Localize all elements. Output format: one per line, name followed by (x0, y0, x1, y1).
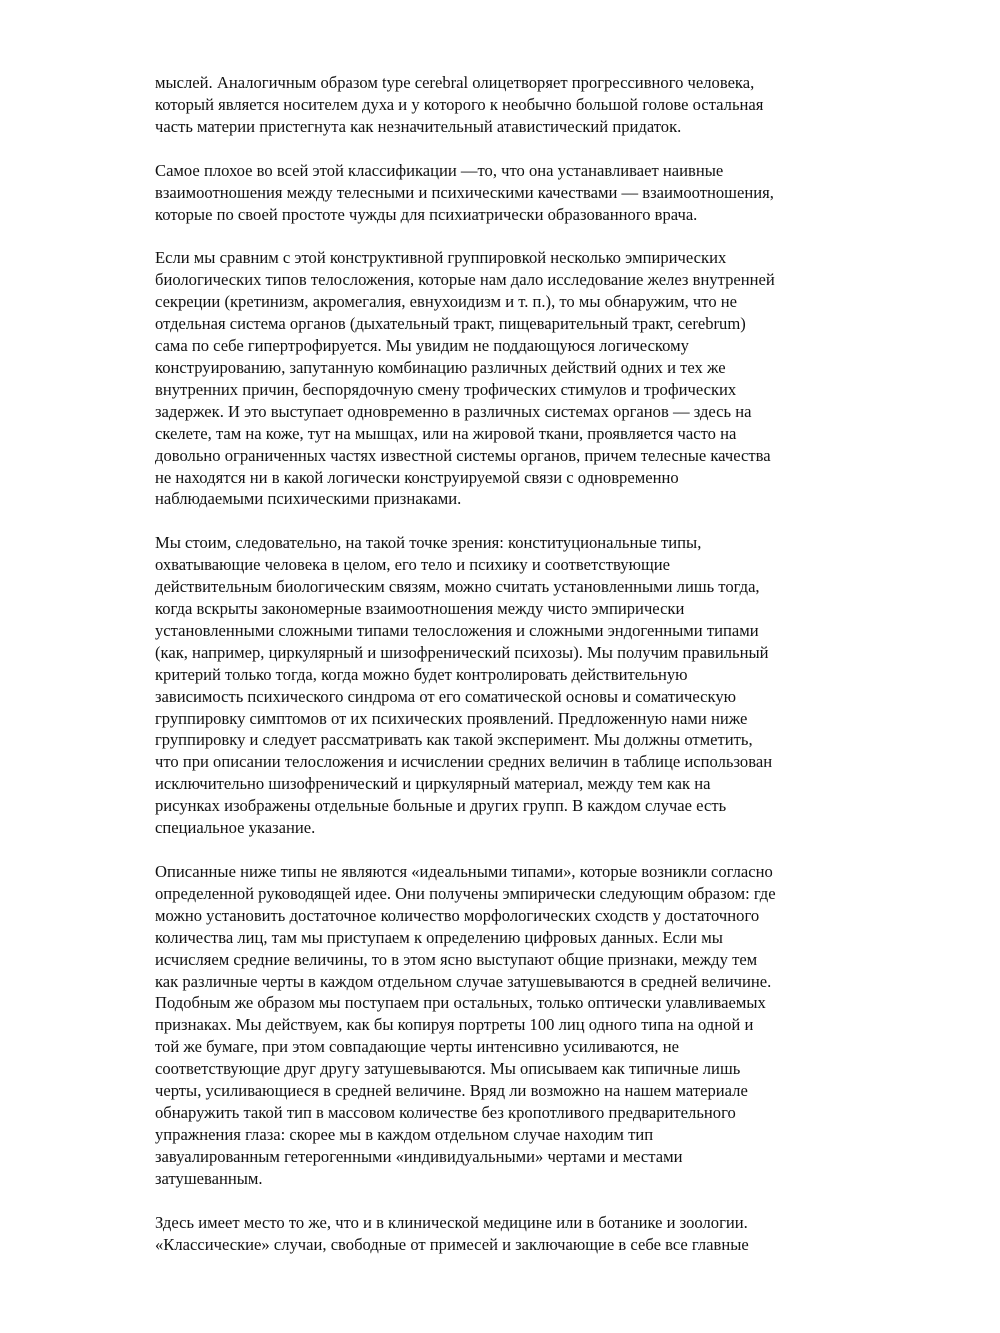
text-line: Мы стоим, следовательно, на такой точке зрения: конституциональные типы, (155, 533, 702, 553)
text-line: той же бумаге, при этом совпадающие черты интенсивно усиливаются, не (155, 1037, 679, 1057)
text-line: определенной руководящей идее. Они получены эмпирически следующим образом: где (155, 883, 776, 903)
text-line: действительным биологическим связям, можно считать установленными лишь тогда, (155, 577, 760, 597)
text-line: соответствующие друг другу затушевываются. Мы описываем как типичные лишь (155, 1059, 741, 1079)
text-line: не находятся ни в какой логически конструируемой связи с одновременно (155, 467, 679, 487)
text-line: секреции (кретинизм, акромегалия, евнухоидизм и т. п.), то мы обнаружим, что не (155, 292, 738, 312)
text-line: биологических типов телосложения, которые нам дало исследование желез внутренней (155, 270, 775, 290)
text-line: довольно ограниченных частях известной системы органов, причем телесные качества (155, 445, 771, 465)
text-line: задержек. И это выступает одновременно в различных системах органов — здесь на (155, 401, 752, 421)
text-line: внутренних причин, беспорядочную смену трофических стимулов и трофических (155, 379, 737, 399)
text-line: взаимоотношения между телесными и психическими качествами — взаимоотношения, (155, 182, 774, 202)
text-line: сама по себе гипертрофируется. Мы увидим не поддающуюся логическому (155, 336, 689, 356)
text-line: часть материи пристегнута как незначительный атавистический придаток. (155, 116, 682, 136)
paragraph-1 (155, 72, 895, 138)
text-line: охватывающие человека в целом, его тело и психику и соответствующие (155, 555, 671, 575)
paragraph-3 (155, 247, 895, 510)
text-line: специальное указание. (155, 818, 316, 838)
text-line: мыслей. Аналогичным образом type cerebral олицетворяет прогрессивного человека, (155, 73, 755, 92)
text-line: конструированию, запутанную комбинацию различных действий одних и тех же (155, 357, 726, 377)
text-line: затушеванным. (155, 1168, 263, 1188)
text-line: который является носителем духа и у которого к необычно большой голове остальная (155, 94, 764, 114)
text-line: наблюдаемыми психическими признаками. (155, 489, 462, 509)
text-line: отдельная система органов (дыхательный тракт, пищеварительный тракт, cerebrum) (155, 314, 746, 334)
text-line: скелете, там на коже, тут на мышцах, или на жировой ткани, проявляется часто на (155, 423, 737, 443)
text-line: критерий только тогда, когда можно будет контролировать действительную (155, 664, 688, 684)
text-line: рисунках изображены отдельные больные и других групп. В каждом случае есть (155, 796, 727, 816)
text-line: обнаружить такой тип в массовом количестве без кропотливого предварительного (155, 1102, 736, 1122)
paragraph-5 (155, 861, 895, 1190)
text-line: Здесь имеет место то же, что и в клинической медицине или в ботанике и зоологии. (155, 1212, 748, 1232)
text-line: «Классические» случаи, свободные от примесей и заключающие в себе все главные (155, 1234, 749, 1254)
text-line: которые по своей простоте чужды для психиатрически образованного врача. (155, 204, 698, 224)
text-line: черты, усиливающиеся в средней величине. Вряд ли возможно на нашем материале (155, 1081, 748, 1101)
paragraph-6 (155, 1212, 895, 1256)
text-line: группировку и следует рассматривать как такой эксперимент. Мы должны отметить, (155, 730, 753, 750)
paragraph-2 (155, 160, 895, 226)
text-line: (как, например, циркулярный и шизофренический психозы). Мы получим правильный (155, 642, 769, 662)
text-line: количества лиц, там мы приступаем к определению цифровых данных. Если мы (155, 927, 723, 947)
text-line: зависимость психического синдрома от его соматической основы и соматическую (155, 686, 737, 706)
text-line: упражнения глаза: скорее мы в каждом отдельном случае находим тип (155, 1124, 654, 1144)
text-line: установленными сложными типами телосложения и сложными эндогенными типами (155, 620, 759, 640)
document-page (155, 72, 895, 1277)
text-line: Самое плохое во всей этой классификации —то, что она устанавливает наивные (155, 160, 724, 180)
paragraph-4 (155, 532, 895, 839)
text-line: группировку симптомов от их психических проявлений. Предложенную нами ниже (155, 708, 748, 728)
text-line: что при описании телосложения и исчислении средних величин в таблице использован (155, 752, 773, 772)
text-line: исчисляем средние величины, то в этом ясно выступают общие признаки, между тем (155, 949, 758, 969)
text-line: Если мы сравним с этой конструктивной группировкой несколько эмпирических (155, 248, 727, 268)
text-line: как различные черты в каждом отдельном случае затушевываются в средней величине. (155, 971, 772, 991)
text-line: можно установить достаточное количество морфологических сходств у достаточного (155, 905, 760, 925)
text-line: исключительно шизофренический и циркулярный материал, между тем как на (155, 774, 711, 794)
text-line: завуалированным гетерогенными «индивидуальными» чертами и местами (155, 1146, 683, 1166)
text-line: когда вскрыты закономерные взаимоотношения между чисто эмпирически (155, 599, 685, 619)
text-line: признаках. Мы действуем, как бы копируя портреты 100 лиц одного типа на одной и (155, 1015, 754, 1035)
text-line: Описанные ниже типы не являются «идеальными типами», которые возникли согласно (155, 862, 773, 881)
text-line: Подобным же образом мы поступаем при остальных, только оптически улавливаемых (155, 993, 766, 1013)
